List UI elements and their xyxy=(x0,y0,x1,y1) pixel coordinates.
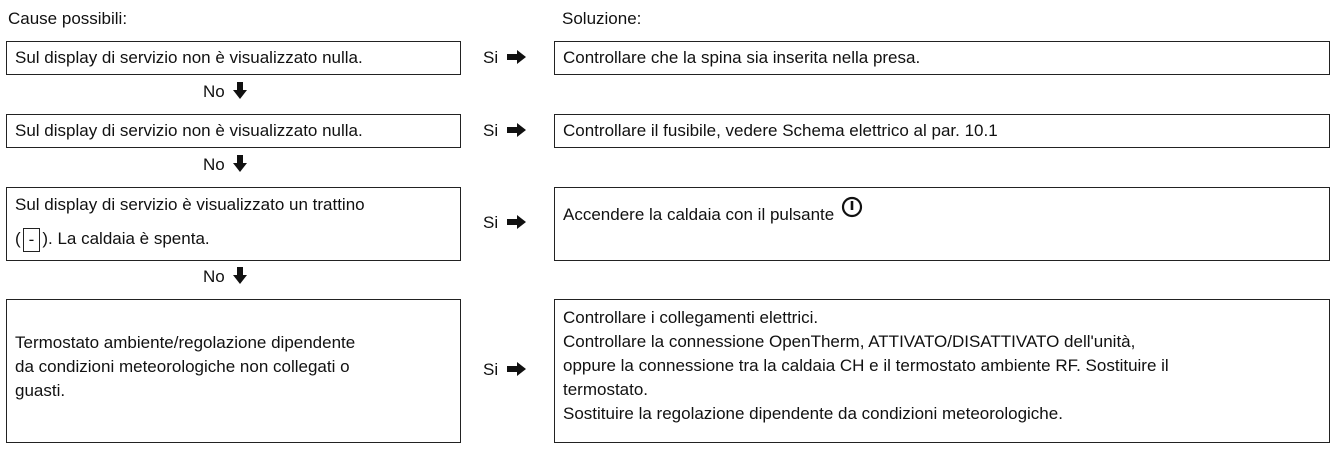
arrow-down-icon xyxy=(233,267,247,284)
arrow-down-icon xyxy=(233,155,247,172)
cause-box-2 xyxy=(6,114,461,148)
no-arrow-3 xyxy=(203,267,247,287)
yes-arrow-2 xyxy=(483,121,543,141)
no-label: No xyxy=(203,267,225,286)
cause-text-2: Sul display di servizio non è visualizzato nulla. xyxy=(15,121,363,140)
cause-box-3 xyxy=(6,187,461,261)
cause-text-3-tail: ). La caldaia è spenta. xyxy=(42,229,210,248)
arrow-right-icon xyxy=(507,362,527,376)
cause-text-3-line2 xyxy=(15,227,452,252)
solution-text-3: Accendere la caldaia con il pulsante xyxy=(563,205,835,224)
arrow-right-icon xyxy=(507,215,527,229)
solution-box-3 xyxy=(554,187,1330,261)
yes-label: Si xyxy=(483,48,499,67)
cause-box-1 xyxy=(6,41,461,75)
solution-box-4 xyxy=(554,299,1330,443)
arrow-down-icon xyxy=(233,82,247,99)
yes-arrow-1 xyxy=(483,48,543,68)
cause-line: Termostato ambiente/regolazione dipendente xyxy=(15,333,356,352)
no-label: No xyxy=(203,155,225,174)
no-label: No xyxy=(203,82,225,101)
cause-text-4 xyxy=(15,331,355,403)
yes-arrow-4 xyxy=(483,360,543,380)
cause-box-4 xyxy=(6,299,461,443)
solution-text-1: Controllare che la spina sia inserita nella presa. xyxy=(563,48,921,67)
power-button-icon xyxy=(841,196,863,218)
yes-label: Si xyxy=(483,213,499,232)
paren-open: ( xyxy=(15,229,21,248)
cause-line: guasti. xyxy=(15,381,66,400)
solution-header: Soluzione: xyxy=(562,9,642,28)
cause-text-1: Sul display di servizio non è visualizzato nulla. xyxy=(15,48,363,67)
solution-box-1 xyxy=(554,41,1330,75)
cause-text-3-line1: Sul display di servizio è visualizzato un trattino xyxy=(15,195,365,214)
arrow-right-icon xyxy=(507,50,527,64)
solution-line: Controllare i collegamenti elettrici. xyxy=(563,308,819,327)
cause-line: da condizioni meteorologiche non collegati o xyxy=(15,357,350,376)
solution-text-2: Controllare il fusibile, vedere Schema elettrico al par. 10.1 xyxy=(563,121,998,140)
solution-line: Sostituire la regolazione dipendente da condizioni meteorologiche. xyxy=(563,404,1063,423)
yes-label: Si xyxy=(483,121,499,140)
dash-symbol-box: - xyxy=(23,228,41,252)
causes-header: Cause possibili: xyxy=(8,9,128,28)
yes-arrow-3 xyxy=(483,213,543,233)
solution-box-2 xyxy=(554,114,1330,148)
no-arrow-1 xyxy=(203,82,247,102)
yes-label: Si xyxy=(483,360,499,379)
no-arrow-2 xyxy=(203,155,247,175)
solution-line: termostato. xyxy=(563,380,649,399)
arrow-right-icon xyxy=(507,123,527,137)
solution-line: oppure la connessione tra la caldaia CH e il termostato ambiente RF. Sostituire il xyxy=(563,356,1169,375)
solution-line: Controllare la connessione OpenTherm, ATTIVATO/DISATTIVATO dell'unità, xyxy=(563,332,1136,351)
